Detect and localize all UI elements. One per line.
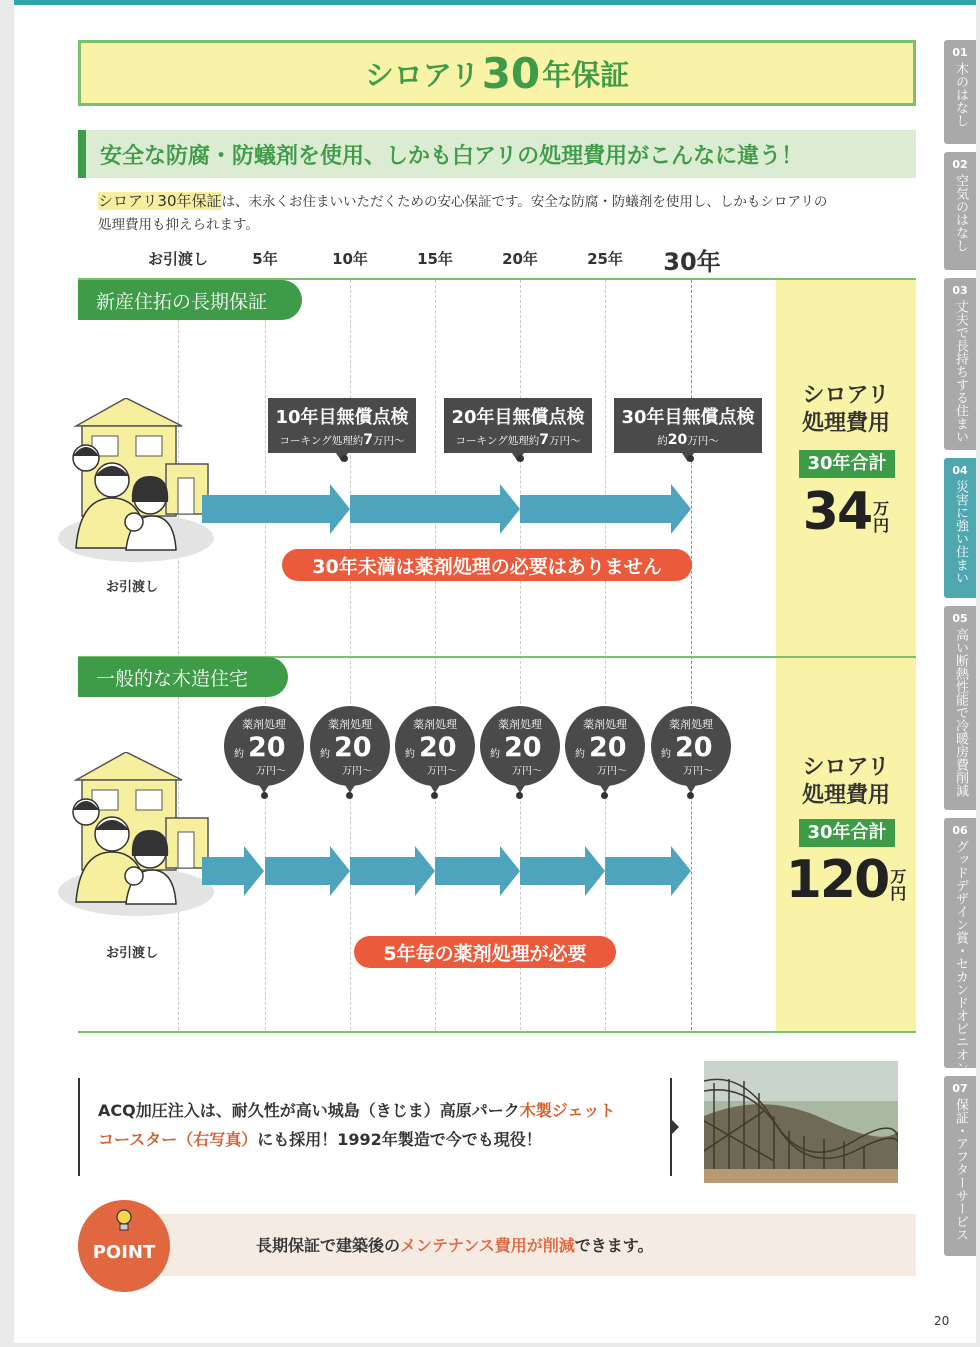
chapter-tab-01[interactable]: 01 木のはなし bbox=[944, 40, 976, 144]
page-title bbox=[78, 40, 916, 106]
brochure-page bbox=[14, 0, 976, 1343]
point-label: POINT bbox=[92, 1242, 156, 1263]
handover-caption: お引渡し bbox=[106, 946, 159, 961]
timeline-dot bbox=[346, 792, 353, 799]
inspection-10y bbox=[268, 398, 416, 453]
chapter-tab-05[interactable]: 05 高い断熱性能で冷暖房費削減 bbox=[944, 606, 976, 810]
timeline-gridline bbox=[265, 280, 266, 1030]
timeline-dot bbox=[516, 792, 523, 799]
treatment-bubble: 薬剤処理 約 20 万円～ bbox=[310, 706, 390, 786]
top-accent-bar bbox=[14, 0, 976, 5]
intro-text bbox=[98, 190, 918, 237]
pointer-arrow-icon bbox=[672, 1120, 679, 1134]
chapter-tab-07[interactable]: 07 保証・アフターサービス bbox=[944, 1076, 976, 1256]
acq-note: ACQ加圧注入は、耐久性が高い城島（きじま）高原パーク木製ジェット コースター（右写真）にも採用！1992年製造で今でも現役！ bbox=[78, 1078, 672, 1176]
timeline-label: 15年 bbox=[417, 250, 453, 268]
inspection-title: 30年目無償点検 bbox=[621, 407, 755, 428]
timeline-arrow bbox=[520, 846, 605, 896]
inspection-title: 10年目無償点検 bbox=[275, 407, 409, 428]
treatment-bubble: 薬剤処理 約 20 万円～ bbox=[565, 706, 645, 786]
inspection-sub: 約20万円～ bbox=[657, 432, 719, 448]
total-label-general: シロアリ 処理費用 bbox=[801, 755, 890, 808]
total-value-new: 34 万 円 bbox=[802, 482, 890, 542]
title-number: 30 bbox=[481, 48, 541, 98]
total-label-new: シロアリ 処理費用 bbox=[801, 383, 890, 436]
treatment-bubble: 薬剤処理 約 20 万円～ bbox=[224, 706, 304, 786]
timeline-label: 25年 bbox=[587, 250, 623, 268]
timeline-label: 10年 bbox=[332, 250, 368, 268]
timeline-dot bbox=[431, 792, 438, 799]
handover-caption: お引渡し bbox=[106, 580, 159, 595]
point-badge bbox=[78, 1200, 170, 1292]
timeline-label: お引渡し bbox=[147, 250, 209, 268]
family-house-illustration bbox=[56, 398, 216, 568]
title-suffix: 年保証 bbox=[542, 57, 630, 92]
section-tag-new: 新産住拓の長期保証 bbox=[78, 280, 302, 320]
timeline-gridline bbox=[605, 280, 606, 1030]
family-house-illustration bbox=[56, 752, 216, 922]
timeline-arrow bbox=[350, 484, 520, 534]
treatment-bubble: 薬剤処理 約 20 万円～ bbox=[395, 706, 475, 786]
timeline-gridline bbox=[520, 280, 521, 1030]
timeline-label: 20年 bbox=[502, 250, 538, 268]
chapter-tab-04[interactable]: 04 災害に強い住まい bbox=[944, 458, 976, 598]
total-value-general: 120 万 円 bbox=[785, 850, 907, 910]
roller-coaster-photo bbox=[704, 1061, 898, 1183]
intro-line1: は、末永くお住まいいただくための安心保証です。安全な防腐・防蟻剤を使用し、しかもシロアリの bbox=[221, 194, 828, 210]
timeline-arrow bbox=[202, 484, 350, 534]
timeline-dot bbox=[261, 792, 268, 799]
inspection-title: 20年目無償点検 bbox=[451, 407, 585, 428]
timeline-arrow bbox=[435, 846, 520, 896]
chapter-tab-03[interactable]: 03 丈夫で長持ちする住まい bbox=[944, 278, 976, 450]
timeline-label: 30年 bbox=[663, 248, 721, 276]
timeline-arrow bbox=[605, 846, 691, 896]
point-text: 長期保証で建築後のメンテナンス費用が削減できます。 bbox=[256, 1236, 654, 1255]
chapter-tab-02[interactable]: 02 空気のはなし bbox=[944, 152, 976, 270]
timeline-arrow bbox=[520, 484, 691, 534]
timeline-arrow bbox=[350, 846, 435, 896]
notice-pill-general: 5年毎の薬剤処理が必要 bbox=[354, 936, 616, 968]
page-number: 20 bbox=[934, 1314, 950, 1328]
timeline-gridline bbox=[350, 280, 351, 1030]
treatment-bubble: 薬剤処理 約 20 万円～ bbox=[480, 706, 560, 786]
timeline-dot bbox=[601, 792, 608, 799]
chapter-tab-06[interactable]: 06 グッドデザイン賞・セカンドオピニオン bbox=[944, 818, 976, 1068]
section-divider bbox=[78, 1031, 916, 1033]
inspection-sub: コーキング処理約7万円～ bbox=[279, 432, 405, 448]
timeline-gridline bbox=[691, 280, 692, 1030]
timeline-dot bbox=[687, 455, 694, 462]
total-badge-general: 30年合計 bbox=[799, 819, 895, 847]
timeline-dot bbox=[341, 455, 348, 462]
intro-line2: 処理費用も抑えられます。 bbox=[98, 217, 259, 233]
title-prefix: シロアリ bbox=[364, 57, 480, 92]
treatment-bubble: 薬剤処理 約 20 万円～ bbox=[651, 706, 731, 786]
inspection-30y bbox=[614, 398, 762, 453]
timeline-dot bbox=[687, 792, 694, 799]
inspection-sub: コーキング処理約7万円～ bbox=[455, 432, 581, 448]
timeline-label: 5年 bbox=[252, 250, 278, 268]
notice-pill-new: 30年未満は薬剤処理の必要はありません bbox=[282, 549, 692, 581]
inspection-20y bbox=[444, 398, 592, 453]
section-tag-general: 一般的な木造住宅 bbox=[78, 657, 288, 697]
timeline-dot bbox=[517, 455, 524, 462]
total-badge-new: 30年合計 bbox=[799, 450, 895, 478]
timeline-gridline bbox=[435, 280, 436, 1030]
intro-highlight: シロアリ30年保証 bbox=[98, 192, 222, 210]
subheading: 安全な防腐・防蟻剤を使用、しかも白アリの処理費用がこんなに違う！ bbox=[78, 130, 916, 178]
timeline-arrow bbox=[202, 846, 264, 896]
lightbulb-icon bbox=[114, 1208, 134, 1234]
timeline-arrow bbox=[265, 846, 350, 896]
